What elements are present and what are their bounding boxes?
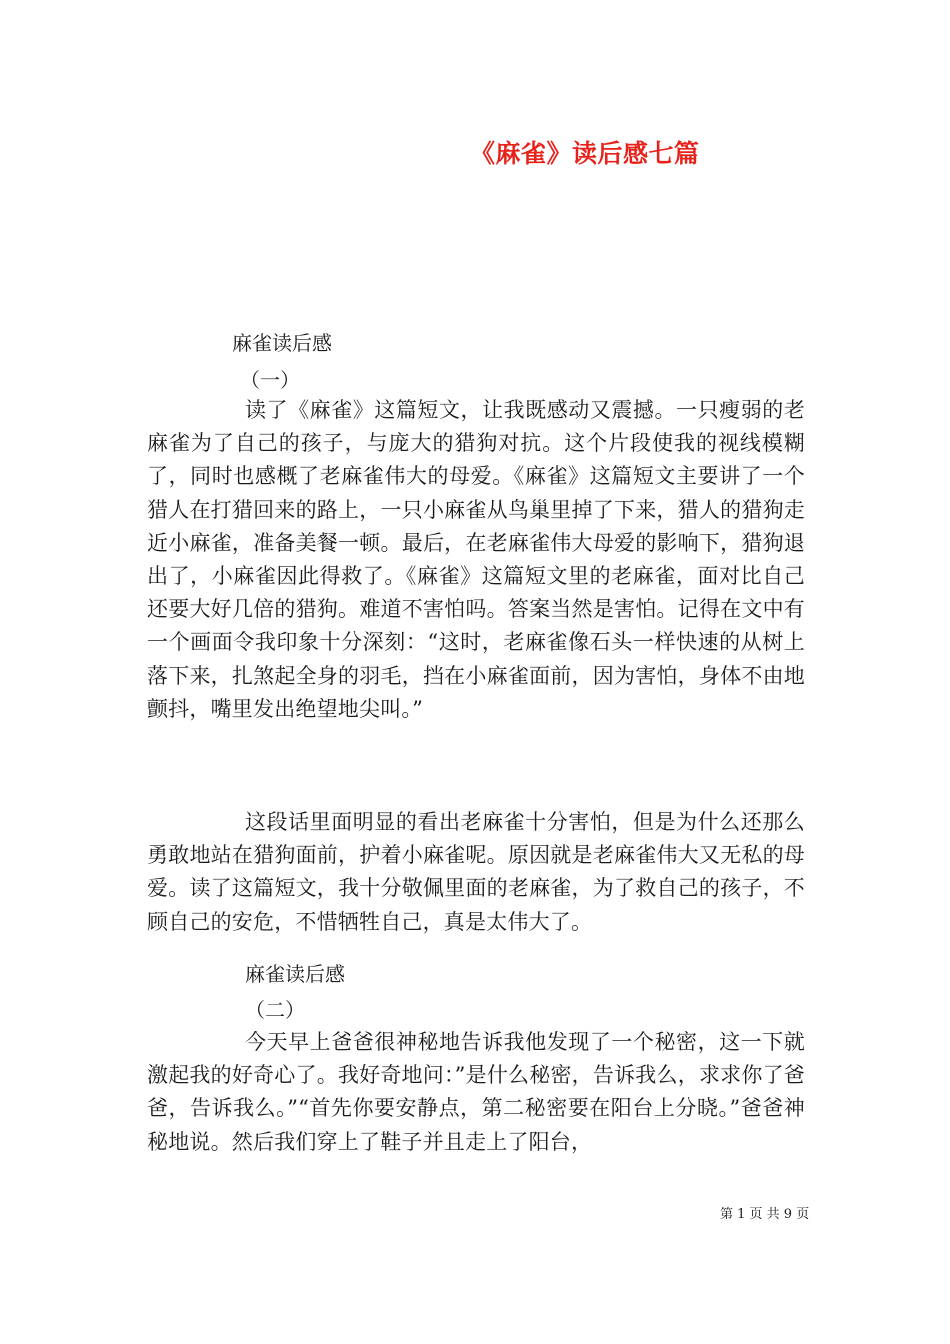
section-number: （二） bbox=[245, 998, 305, 1022]
document-title: 《麻雀》读后感七篇 bbox=[470, 139, 700, 168]
section-heading: 麻雀读后感 bbox=[245, 962, 345, 986]
body-paragraph: 今天早上爸爸很神秘地告诉我他发现了一个秘密，这一下就激起我的好奇心了。我好奇地问：”是什么秘密，告诉我么，求求你了爸爸，告诉我么。”“首先你要安静点，第二秘密要在阳台上分晓。”爸爸神秘地说。然后我们穿上了鞋子并且走上了阳台， bbox=[147, 1030, 805, 1154]
section-number: （一） bbox=[240, 368, 300, 392]
section-heading: 麻雀读后感 bbox=[232, 331, 332, 355]
page-number-footer: 第 1 页 共 9 页 bbox=[720, 1207, 810, 1222]
body-paragraph: 这段话里面明显的看出老麻雀十分害怕，但是为什么还那么勇敢地站在猎狗面前，护着小麻雀呢。原因就是老麻雀伟大又无私的母爱。读了这篇短文，我十分敬佩里面的老麻雀，为了救自己的孩子，不顾自己的安危，不惜牺牲自己，真是太伟大了。 bbox=[147, 810, 805, 934]
body-paragraph: 读了《麻雀》这篇短文，让我既感动又震撼。一只瘦弱的老麻雀为了自己的孩子，与庞大的猎狗对抗。这个片段使我的视线模糊了，同时也感概了老麻雀伟大的母爱。《麻雀》这篇短文主要讲了一个猎人在打猎回来的路上，一只小麻雀从鸟巢里掉了下来，猎人的猎狗走近小麻雀，准备美餐一顿。最后，在老麻雀伟大母爱的影响下，猎狗退出了，小麻雀因此得救了。《麻雀》这篇短文里的老麻雀，面对比自己还要大好几倍的猎狗。难道不害怕吗。答案当然是害怕。记得在文中有一个画面令我印象十分深刻：“这时，老麻雀像石头一样快速的从树上落下来，扎煞起全身的羽毛，挡在小麻雀面前，因为害怕，身体不由地颤抖，嘴里发出绝望地尖叫。” bbox=[147, 398, 805, 721]
